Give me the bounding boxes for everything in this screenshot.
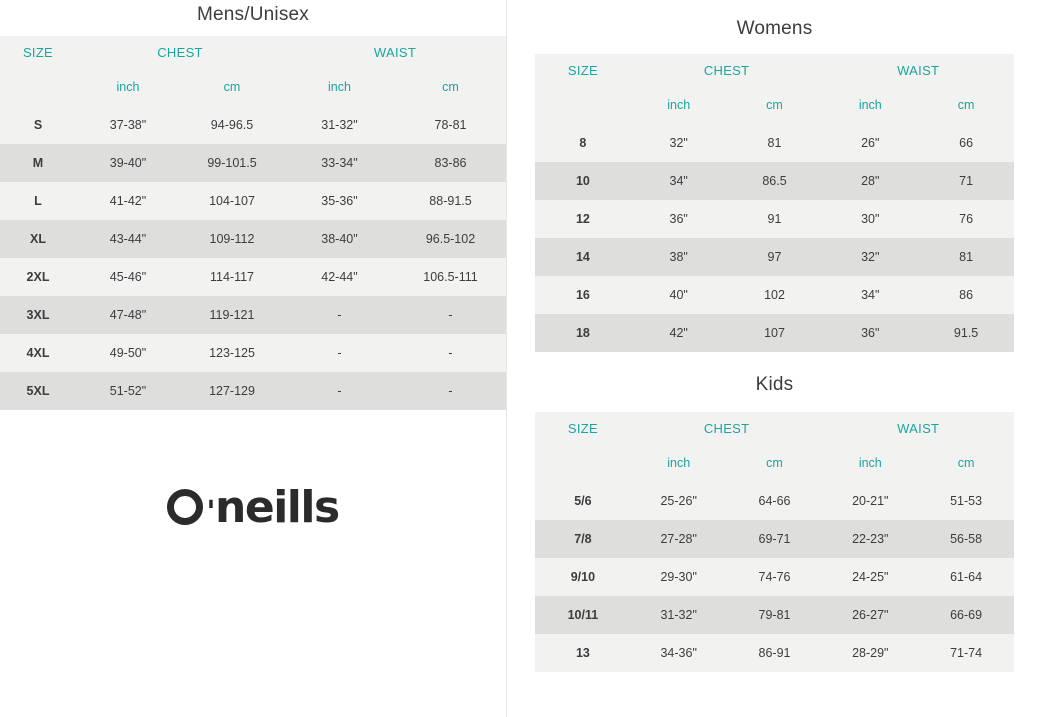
table-row — [0, 334, 506, 372]
kids-unit-waist-inch: inch — [822, 444, 918, 482]
cell-waist-inch: 38-40" — [284, 220, 395, 258]
cell-waist-cm: - — [395, 334, 506, 372]
table-row — [0, 144, 506, 182]
cell-waist-inch: 22-23" — [822, 520, 918, 558]
table-row — [0, 220, 506, 258]
table-row — [535, 200, 1014, 238]
mens-unit-blank — [0, 68, 76, 106]
cell-waist-inch: 32" — [822, 238, 918, 276]
cell-size: 3XL — [0, 296, 76, 334]
cell-chest-cm: 123-125 — [180, 334, 284, 372]
cell-chest-inch: 47-48" — [76, 296, 180, 334]
womens-unit-chest-inch: inch — [631, 86, 727, 124]
cell-size: 10 — [535, 162, 631, 200]
womens-header-size: SIZE — [535, 54, 631, 86]
mens-unit-waist-inch: inch — [284, 68, 395, 106]
womens-unit-waist-inch: inch — [822, 86, 918, 124]
cell-waist-inch: 31-32" — [284, 106, 395, 144]
cell-chest-inch: 43-44" — [76, 220, 180, 258]
cell-chest-inch: 31-32" — [631, 596, 727, 634]
cell-waist-inch: - — [284, 296, 395, 334]
cell-chest-cm: 107 — [727, 314, 823, 352]
cell-size: 13 — [535, 634, 631, 672]
cell-chest-cm: 69-71 — [727, 520, 823, 558]
cell-chest-cm: 81 — [727, 124, 823, 162]
mens-unit-chest-inch: inch — [76, 68, 180, 106]
cell-waist-cm: - — [395, 296, 506, 334]
right-column — [506, 0, 1042, 717]
mens-header-unit-row — [0, 68, 506, 106]
mens-header-group-row — [0, 36, 506, 68]
cell-chest-inch: 38" — [631, 238, 727, 276]
cell-waist-cm: 66 — [918, 124, 1014, 162]
cell-chest-inch: 32" — [631, 124, 727, 162]
oneills-logo-icon: ' neills — [167, 482, 338, 533]
table-row — [535, 634, 1014, 672]
cell-size: M — [0, 144, 76, 182]
cell-size: 4XL — [0, 334, 76, 372]
mens-header-chest: CHEST — [76, 36, 284, 68]
cell-size: 8 — [535, 124, 631, 162]
cell-waist-inch: 30" — [822, 200, 918, 238]
cell-waist-cm: 71-74 — [918, 634, 1014, 672]
table-row — [0, 372, 506, 410]
cell-waist-cm: - — [395, 372, 506, 410]
cell-waist-cm: 76 — [918, 200, 1014, 238]
cell-waist-cm: 96.5-102 — [395, 220, 506, 258]
cell-waist-cm: 86 — [918, 276, 1014, 314]
womens-unit-blank — [535, 86, 631, 124]
cell-size: 18 — [535, 314, 631, 352]
cell-chest-inch: 42" — [631, 314, 727, 352]
womens-header-chest: CHEST — [631, 54, 823, 86]
table-row — [535, 596, 1014, 634]
cell-waist-inch: - — [284, 372, 395, 410]
table-row — [535, 520, 1014, 558]
kids-header-unit-row — [535, 444, 1014, 482]
cell-waist-inch: 26-27" — [822, 596, 918, 634]
kids-unit-chest-inch: inch — [631, 444, 727, 482]
cell-waist-cm: 51-53 — [918, 482, 1014, 520]
womens-header-waist: WAIST — [822, 54, 1014, 86]
cell-chest-cm: 119-121 — [180, 296, 284, 334]
brand-logo-area — [0, 410, 506, 605]
cell-chest-cm: 102 — [727, 276, 823, 314]
mens-size-table — [0, 36, 506, 410]
cell-chest-cm: 64-66 — [727, 482, 823, 520]
cell-waist-cm: 106.5-111 — [395, 258, 506, 296]
table-row — [535, 238, 1014, 276]
cell-chest-cm: 114-117 — [180, 258, 284, 296]
cell-waist-inch: 42-44" — [284, 258, 395, 296]
table-row — [535, 558, 1014, 596]
cell-size: 10/11 — [535, 596, 631, 634]
cell-size: 5/6 — [535, 482, 631, 520]
cell-chest-inch: 41-42" — [76, 182, 180, 220]
cell-chest-inch: 36" — [631, 200, 727, 238]
womens-header-unit-row — [535, 86, 1014, 124]
logo-o-ring-icon — [167, 489, 203, 525]
womens-header-group-row — [535, 54, 1014, 86]
cell-size: 5XL — [0, 372, 76, 410]
cell-waist-inch: 20-21" — [822, 482, 918, 520]
cell-waist-cm: 78-81 — [395, 106, 506, 144]
cell-waist-cm: 61-64 — [918, 558, 1014, 596]
cell-waist-inch: 28-29" — [822, 634, 918, 672]
kids-unit-chest-cm: cm — [727, 444, 823, 482]
cell-waist-inch: 35-36" — [284, 182, 395, 220]
cell-chest-cm: 94-96.5 — [180, 106, 284, 144]
cell-waist-inch: - — [284, 334, 395, 372]
cell-chest-inch: 45-46" — [76, 258, 180, 296]
cell-chest-cm: 74-76 — [727, 558, 823, 596]
cell-chest-inch: 29-30" — [631, 558, 727, 596]
cell-waist-inch: 24-25" — [822, 558, 918, 596]
cell-waist-cm: 81 — [918, 238, 1014, 276]
cell-chest-cm: 79-81 — [727, 596, 823, 634]
cell-chest-inch: 25-26" — [631, 482, 727, 520]
cell-waist-cm: 71 — [918, 162, 1014, 200]
womens-unit-waist-cm: cm — [918, 86, 1014, 124]
cell-chest-inch: 51-52" — [76, 372, 180, 410]
kids-unit-waist-cm: cm — [918, 444, 1014, 482]
cell-size: 14 — [535, 238, 631, 276]
mens-panel-title: Mens/Unisex — [196, 4, 310, 25]
kids-unit-blank — [535, 444, 631, 482]
cell-chest-inch: 39-40" — [76, 144, 180, 182]
cell-size: L — [0, 182, 76, 220]
cell-waist-inch: 28" — [822, 162, 918, 200]
womens-size-table — [535, 54, 1014, 352]
kids-header-chest: CHEST — [631, 412, 823, 444]
table-row — [535, 314, 1014, 352]
cell-size: 16 — [535, 276, 631, 314]
kids-table-wrap — [535, 412, 1014, 672]
womens-table-wrap — [535, 54, 1014, 352]
cell-waist-cm: 88-91.5 — [395, 182, 506, 220]
logo-apostrophe: ' — [206, 495, 215, 530]
cell-waist-cm: 66-69 — [918, 596, 1014, 634]
mens-unit-waist-cm: cm — [395, 68, 506, 106]
cell-chest-inch: 34-36" — [631, 634, 727, 672]
cell-chest-inch: 40" — [631, 276, 727, 314]
table-row — [535, 482, 1014, 520]
cell-waist-inch: 34" — [822, 276, 918, 314]
table-row — [0, 296, 506, 334]
cell-chest-cm: 104-107 — [180, 182, 284, 220]
mens-header-waist: WAIST — [284, 36, 506, 68]
cell-size: 2XL — [0, 258, 76, 296]
womens-panel-title: Womens — [736, 18, 813, 39]
table-row — [0, 258, 506, 296]
kids-header-size: SIZE — [535, 412, 631, 444]
cell-waist-inch: 33-34" — [284, 144, 395, 182]
kids-header-waist: WAIST — [822, 412, 1014, 444]
cell-chest-cm: 127-129 — [180, 372, 284, 410]
cell-chest-inch: 27-28" — [631, 520, 727, 558]
cell-chest-inch: 34" — [631, 162, 727, 200]
cell-waist-cm: 56-58 — [918, 520, 1014, 558]
kids-header-group-row — [535, 412, 1014, 444]
table-row — [0, 182, 506, 220]
cell-size: 9/10 — [535, 558, 631, 596]
table-row — [535, 162, 1014, 200]
cell-chest-cm: 99-101.5 — [180, 144, 284, 182]
mens-table-wrap — [0, 36, 506, 410]
cell-waist-inch: 26" — [822, 124, 918, 162]
kids-size-table — [535, 412, 1014, 672]
cell-chest-inch: 37-38" — [76, 106, 180, 144]
cell-waist-cm: 91.5 — [918, 314, 1014, 352]
cell-chest-inch: 49-50" — [76, 334, 180, 372]
womens-unit-chest-cm: cm — [727, 86, 823, 124]
table-row — [535, 276, 1014, 314]
cell-chest-cm: 86-91 — [727, 634, 823, 672]
cell-chest-cm: 109-112 — [180, 220, 284, 258]
cell-chest-cm: 86.5 — [727, 162, 823, 200]
cell-size: 12 — [535, 200, 631, 238]
table-row — [0, 106, 506, 144]
cell-size: 7/8 — [535, 520, 631, 558]
cell-size: S — [0, 106, 76, 144]
table-row — [535, 124, 1014, 162]
mens-unit-chest-cm: cm — [180, 68, 284, 106]
mens-panel — [0, 0, 506, 717]
cell-size: XL — [0, 220, 76, 258]
mens-header-size: SIZE — [0, 36, 76, 68]
cell-chest-cm: 97 — [727, 238, 823, 276]
kids-panel-title: Kids — [755, 374, 794, 395]
cell-waist-inch: 36" — [822, 314, 918, 352]
cell-chest-cm: 91 — [727, 200, 823, 238]
cell-waist-cm: 83-86 — [395, 144, 506, 182]
